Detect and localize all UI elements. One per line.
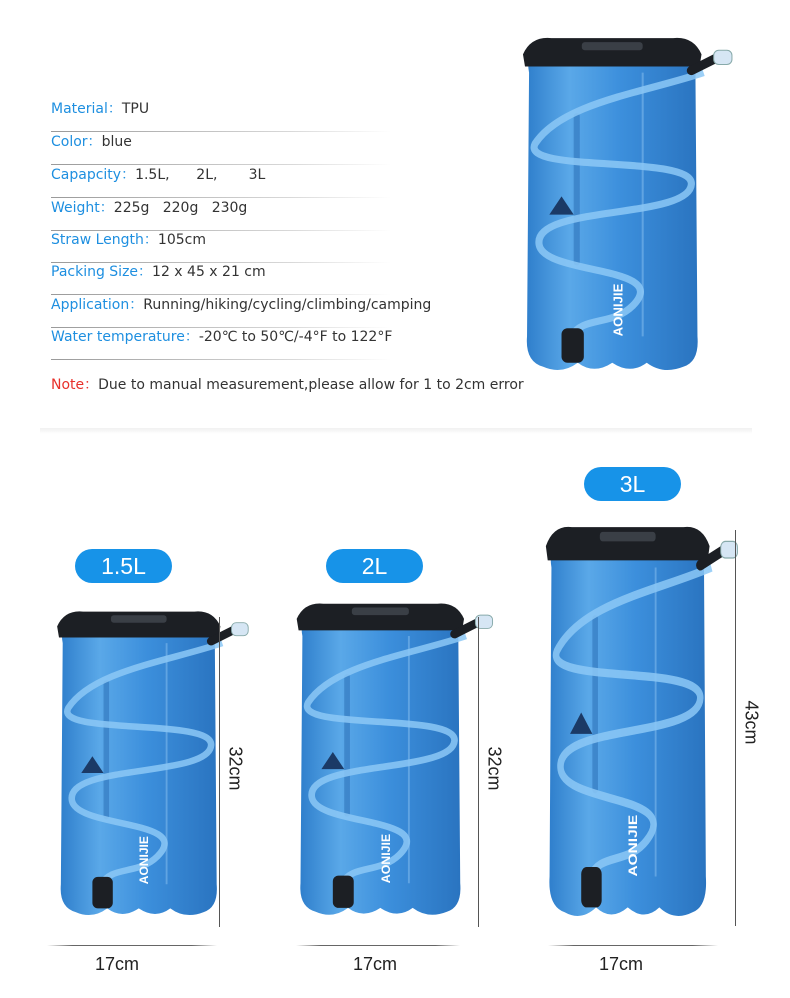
- capacity-badge-2l: 2L: [326, 549, 423, 583]
- width-measure-line: [296, 945, 460, 946]
- spec-color: [51, 133, 401, 165]
- note-label: Note：: [51, 377, 99, 393]
- capacity-badge-1-5l: 1.5L: [75, 549, 172, 583]
- height-label-1-5l: 32cm: [225, 746, 246, 791]
- hero-brand-text: AONIJIE: [610, 283, 626, 337]
- section-divider: [40, 428, 752, 434]
- width-label-3l: 17cm: [599, 954, 644, 974]
- product-brand-text: AONIJIE: [378, 833, 393, 884]
- spec-value: 225g 220g 230g: [113, 200, 248, 216]
- spec-label: Weight：: [51, 200, 114, 216]
- height-label-3l: 43cm: [741, 700, 762, 745]
- spec-capacity: [51, 166, 401, 198]
- height-label-2l: 32cm: [484, 746, 505, 791]
- capacity-badge-3l: 3L: [584, 467, 681, 501]
- spec-label: Straw Length：: [51, 232, 158, 248]
- height-measure-line: [219, 617, 220, 927]
- spec-value: blue: [101, 134, 132, 150]
- spec-weight: [51, 199, 401, 231]
- spec-label: Capapcity：: [51, 167, 136, 183]
- note-text: Due to manual measurement,please allow for 1 to 2cm error: [98, 377, 524, 393]
- spec-packing-size: [51, 263, 401, 295]
- product-brand-text: AONIJIE: [625, 814, 640, 877]
- spec-water-temperature: [51, 328, 401, 360]
- width-label-2l: 17cm: [353, 954, 398, 974]
- spec-value: Running/hiking/cycling/climbing/camping: [143, 297, 432, 313]
- spec-value: 12 x 45 x 21 cm: [152, 264, 266, 280]
- product-brand-text: AONIJIE: [137, 836, 152, 885]
- spec-straw-length: [51, 231, 401, 263]
- spec-material: [51, 100, 401, 132]
- bladder-image-2l: [292, 598, 502, 926]
- hero-bladder-image: [515, 32, 745, 382]
- height-measure-line: [478, 617, 479, 927]
- spec-value: 1.5L, 2L, 3L: [135, 167, 266, 183]
- width-measure-line: [548, 945, 718, 946]
- bladder-image-3l: [544, 520, 744, 930]
- spec-label: Material：: [51, 101, 122, 117]
- spec-value: TPU: [121, 101, 150, 117]
- width-measure-line: [47, 945, 217, 946]
- spec-label: Packing Size：: [51, 264, 153, 280]
- measurement-note: [51, 374, 524, 394]
- spec-label: Color：: [51, 134, 102, 150]
- spec-label: Water temperature：: [51, 329, 199, 345]
- spec-label: Application：: [51, 297, 144, 313]
- spec-value: 105cm: [157, 232, 206, 248]
- spec-value: -20℃ to 50℃/-4°F to 122°F: [198, 329, 393, 345]
- spec-application: [51, 296, 471, 328]
- height-measure-line: [735, 530, 736, 926]
- width-label-1-5l: 17cm: [95, 954, 140, 974]
